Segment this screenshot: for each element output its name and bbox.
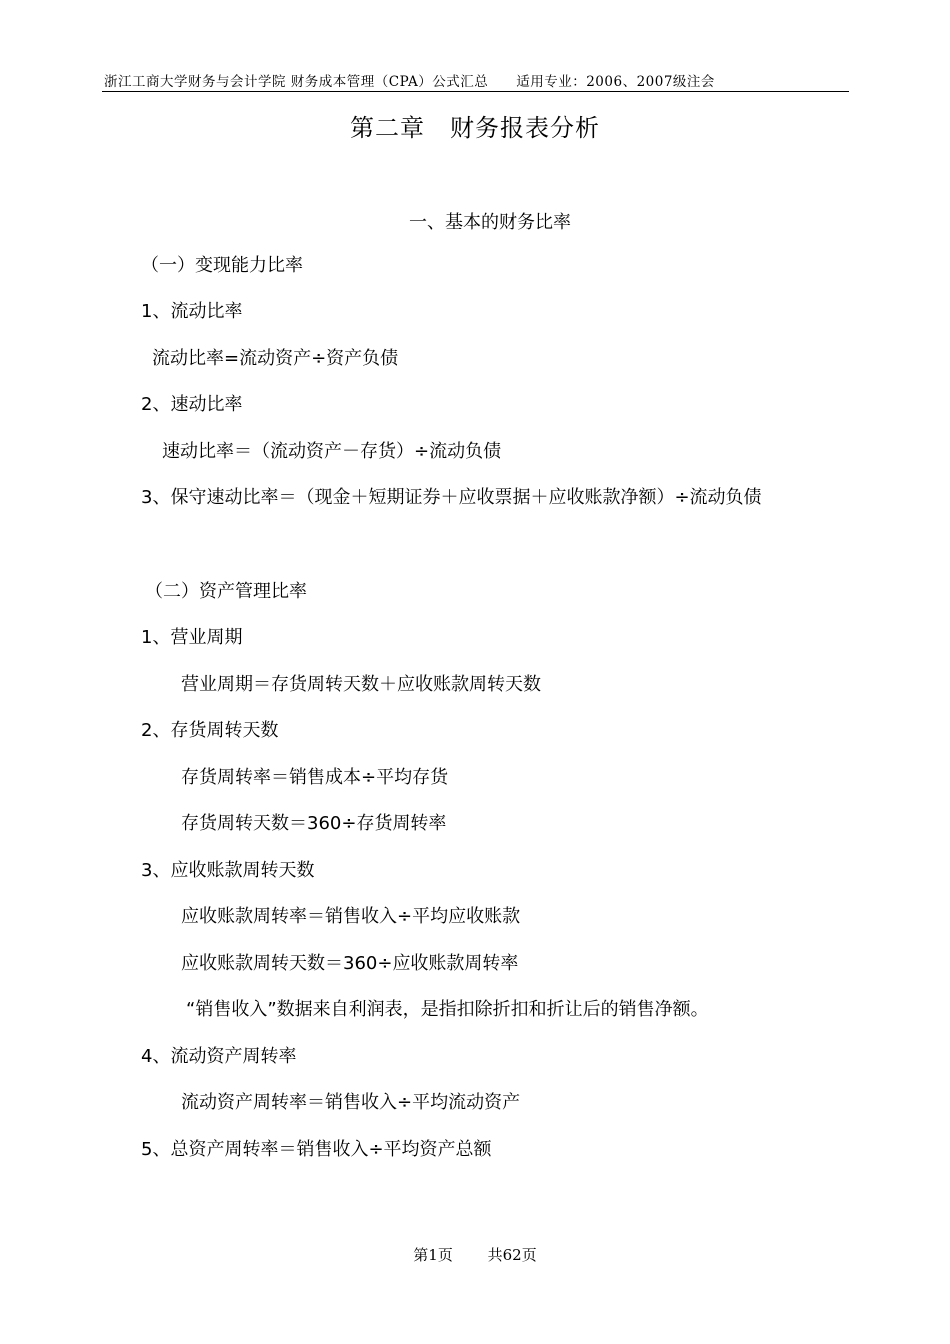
formula-line: 存货周转率＝销售成本÷平均存货 <box>181 767 449 788</box>
formula-line: 营业周期＝存货周转天数＋应收账款周转天数 <box>181 674 541 695</box>
chapter-title: 第二章 财务报表分析 <box>350 114 600 142</box>
formula-line: 速动比率＝（流动资产－存货）÷流动负债 <box>162 441 502 462</box>
note-line: “销售收入”数据来自利润表，是指扣除折扣和折让后的销售净额。 <box>186 999 709 1020</box>
item-heading: 3、保守速动比率＝（现金＋短期证券＋应收票据＋应收账款净额）÷流动负债 <box>141 487 762 508</box>
formula-line: 应收账款周转天数＝360÷应收账款周转率 <box>181 953 519 974</box>
page-footer: 第1页 共62页 <box>413 1246 537 1264</box>
item-heading: 2、速动比率 <box>141 394 243 415</box>
subsection-title: （二）资产管理比率 <box>145 581 307 602</box>
subsection-title: （一）变现能力比率 <box>141 255 303 276</box>
item-heading: 4、流动资产周转率 <box>141 1046 297 1067</box>
section-title: 一、基本的财务比率 <box>409 212 571 233</box>
formula-line: 流动比率=流动资产÷资产负债 <box>152 348 399 369</box>
item-heading: 3、应收账款周转天数 <box>141 860 315 881</box>
header-rule <box>102 91 849 92</box>
item-heading: 1、流动比率 <box>141 301 243 322</box>
running-header: 浙江工商大学财务与会计学院 财务成本管理（CPA）公式汇总 适用专业：2006、2007级注会 <box>104 74 715 90</box>
item-heading: 1、营业周期 <box>141 627 243 648</box>
formula-line: 流动资产周转率＝销售收入÷平均流动资产 <box>181 1092 521 1113</box>
item-heading: 5、总资产周转率＝销售收入÷平均资产总额 <box>141 1139 492 1160</box>
item-heading: 2、存货周转天数 <box>141 720 279 741</box>
formula-line: 应收账款周转率＝销售收入÷平均应收账款 <box>181 906 521 927</box>
formula-line: 存货周转天数＝360÷存货周转率 <box>181 813 447 834</box>
